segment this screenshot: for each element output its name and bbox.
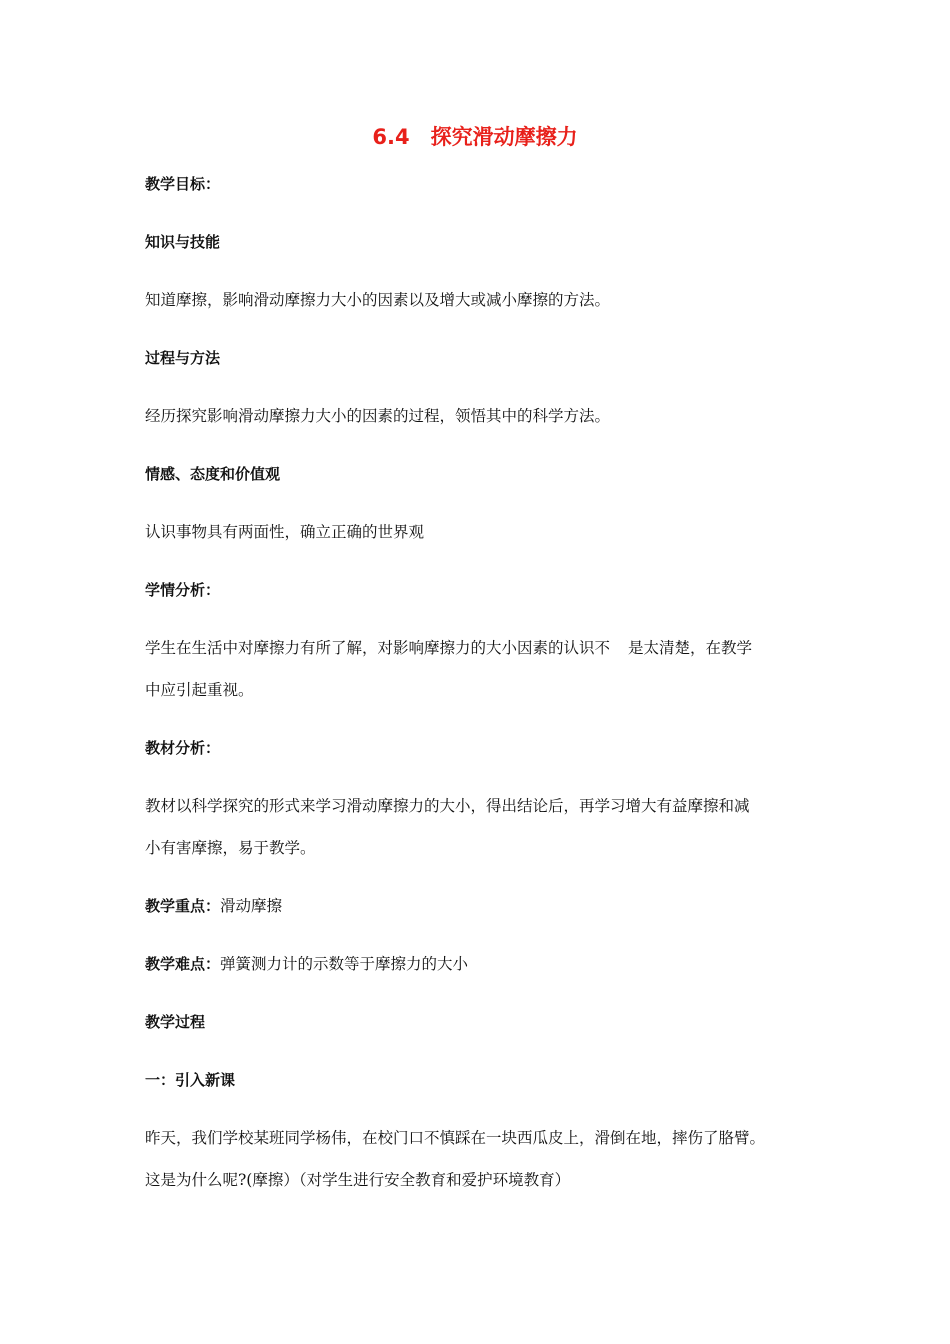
knowledge-text: 知道摩擦，影响滑动摩擦力大小的因素以及增大或减小摩擦的方法。	[145, 291, 611, 309]
student-analysis-line-2: 中应引起重视。	[145, 681, 254, 699]
objectives-heading: 教学目标：	[145, 175, 221, 193]
material-analysis-line-1: 教材以科学探究的形式来学习滑动摩擦力的大小，得出结论后，再学习增大有益摩擦和减	[145, 797, 750, 815]
section-1-heading: 一：引入新课	[145, 1071, 236, 1089]
material-analysis-line-2: 小有害摩擦，易于教学。	[145, 839, 316, 857]
key-point-text: 滑动摩擦	[220, 897, 283, 915]
key-point-line	[145, 894, 825, 918]
student-analysis-line-1	[145, 636, 825, 660]
student-analysis-text-part-2: 是太清楚，在教学	[628, 639, 753, 657]
section-1-line-2: 这是为什么呢?(摩擦）（对学生进行安全教育和爱护环境教育）	[145, 1171, 571, 1189]
knowledge-heading: 知识与技能	[145, 233, 221, 251]
process-heading: 过程与方法	[145, 349, 221, 367]
process-text: 经历探究影响滑动摩擦力大小的因素的过程，领悟其中的科学方法。	[145, 407, 611, 425]
emotion-heading: 情感、态度和价值观	[145, 465, 281, 483]
student-analysis-text-part-1: 学生在生活中对摩擦力有所了解，对影响摩擦力的大小因素的认识不	[145, 639, 611, 657]
difficulty-label: 教学难点：	[145, 955, 221, 973]
page-title: 6.4 探究滑动摩擦力	[372, 125, 578, 149]
material-analysis-heading: 教材分析：	[145, 739, 221, 757]
difficulty-line	[145, 952, 825, 976]
section-1-line-1: 昨天，我们学校某班同学杨伟，在校门口不慎踩在一块西瓜皮上，滑倒在地，摔伤了胳臂。	[145, 1129, 766, 1147]
procedure-heading: 教学过程	[145, 1013, 206, 1031]
difficulty-text: 弹簧测力计的示数等于摩擦力的大小	[220, 955, 469, 973]
student-analysis-heading: 学情分析：	[145, 581, 221, 599]
key-point-label: 教学重点：	[145, 897, 221, 915]
emotion-text: 认识事物具有两面性，确立正确的世界观	[145, 523, 425, 541]
